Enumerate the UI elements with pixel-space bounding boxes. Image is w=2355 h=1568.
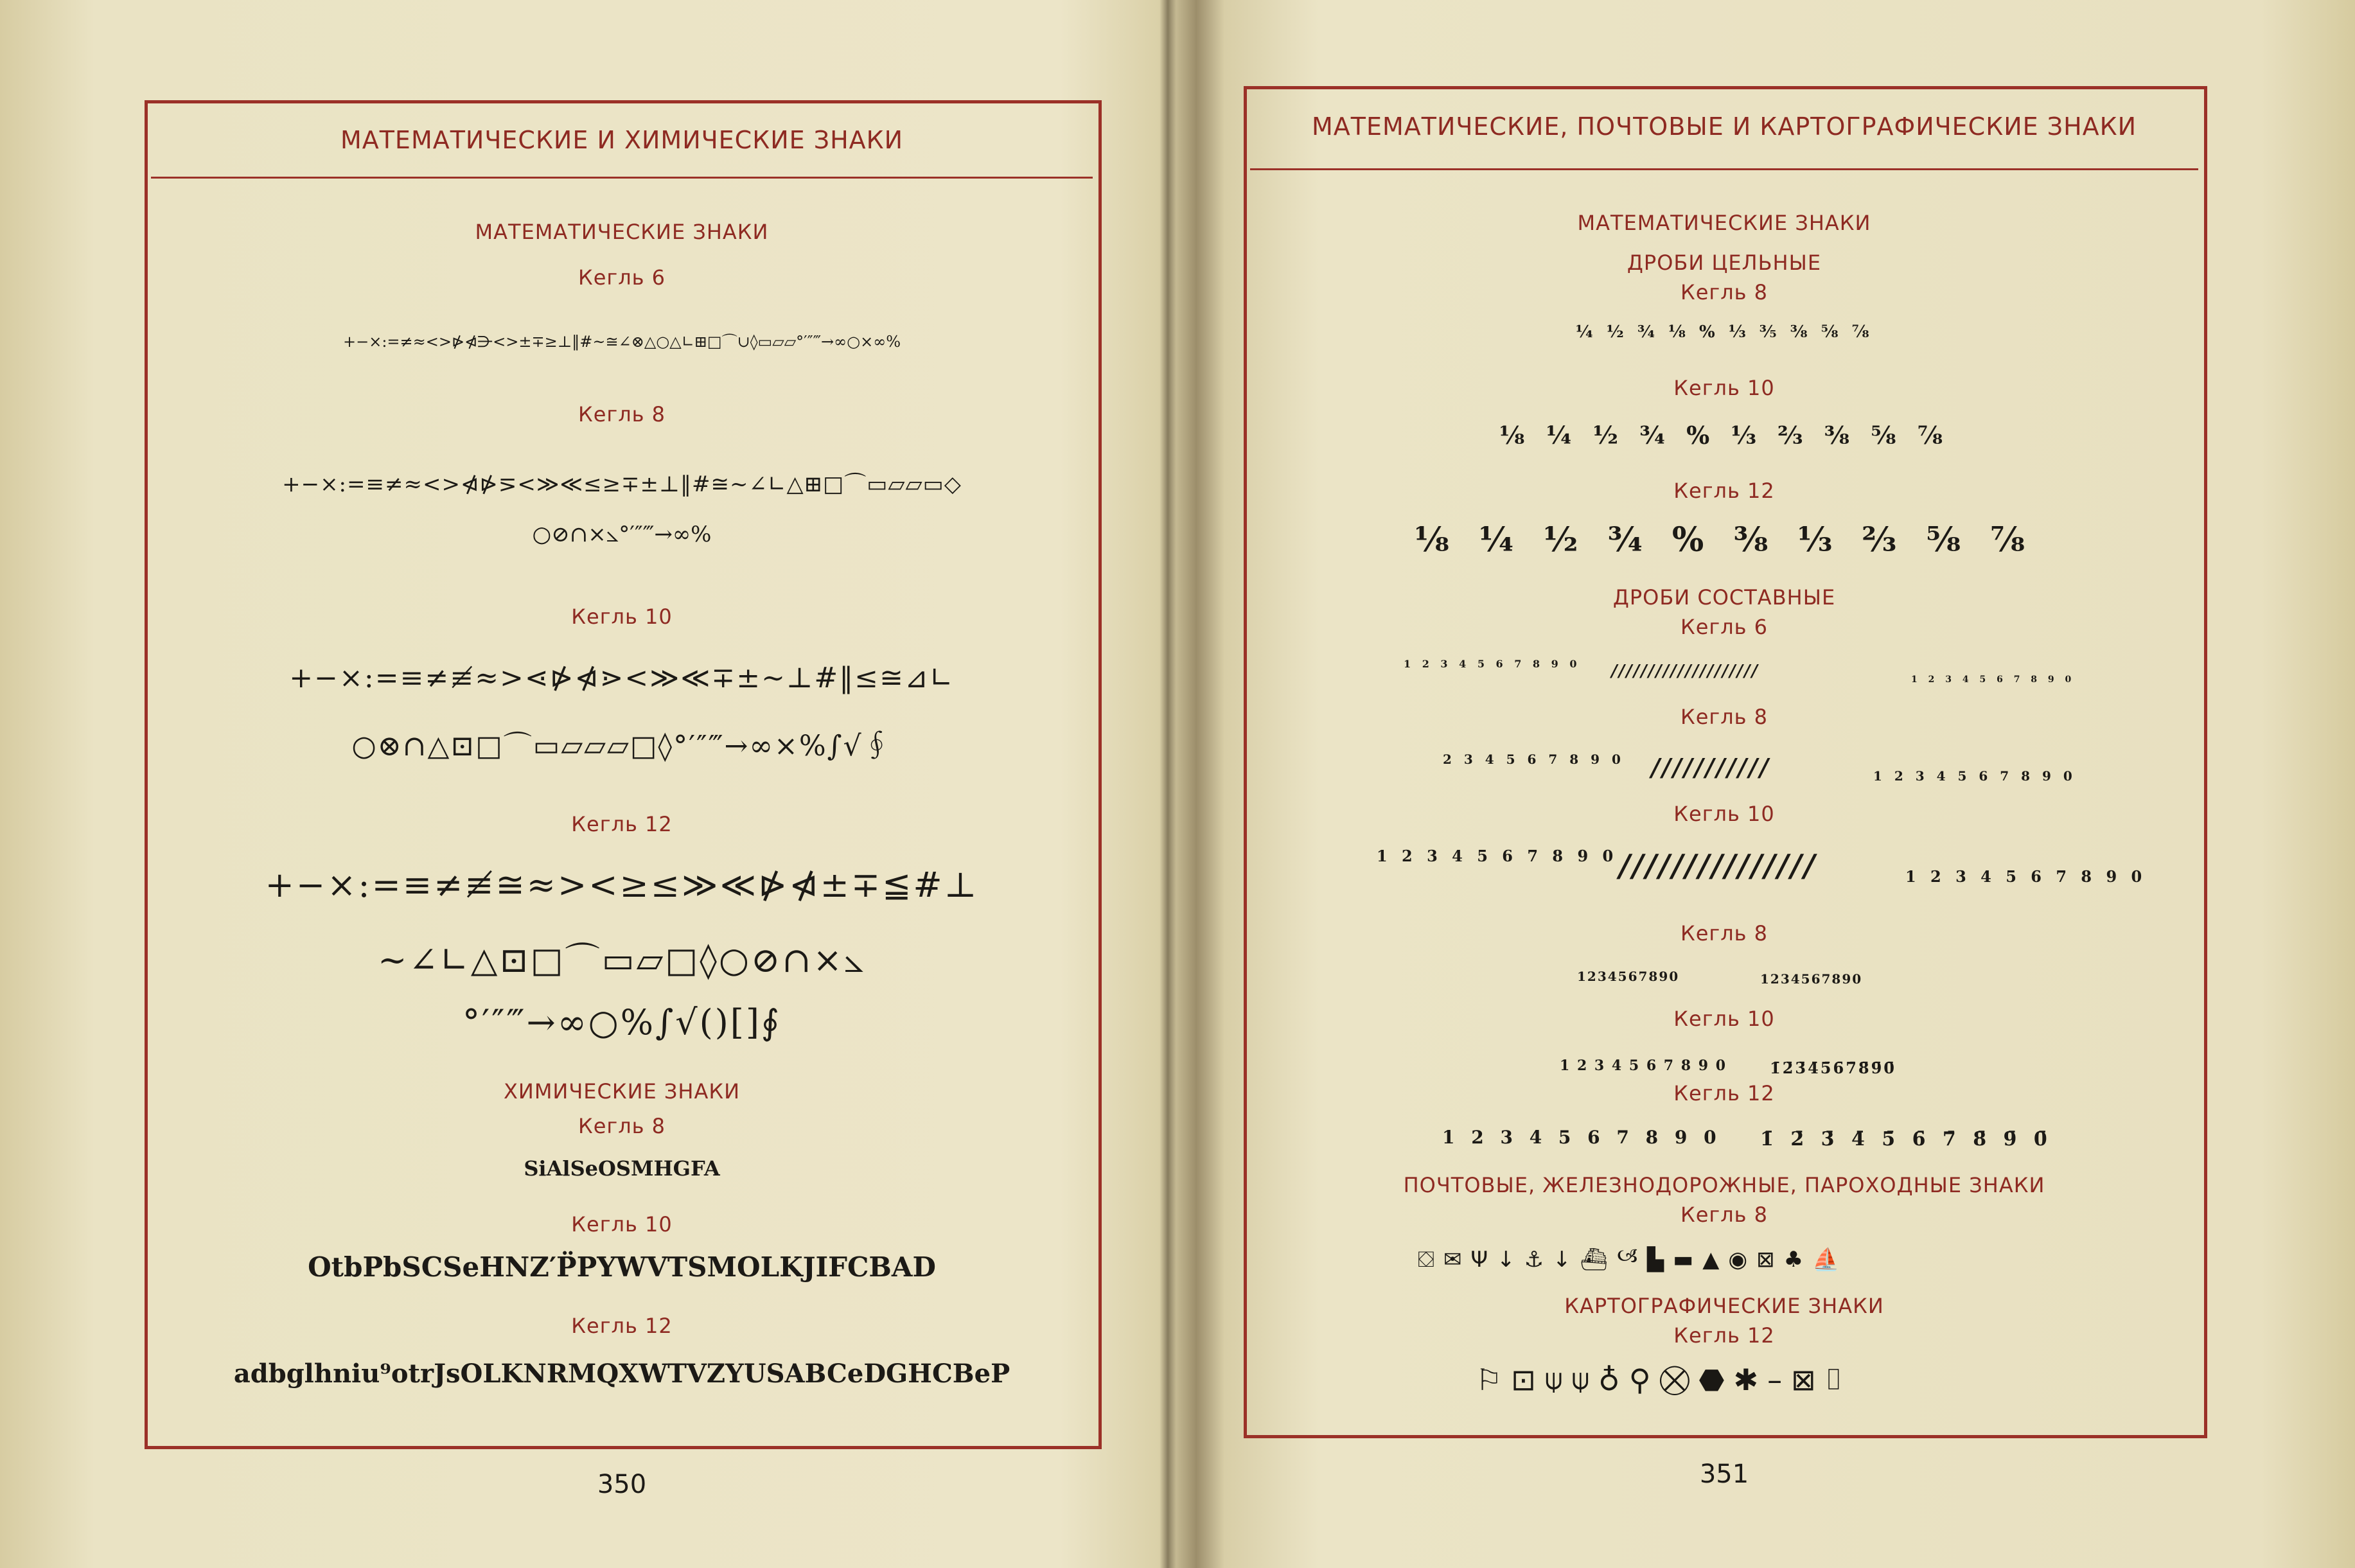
split-size-8-lower: 1234567890	[1760, 971, 1863, 987]
math-signs-size-12-line1: +−×:=≡≠≢≅≈><≥≤≫≪⋫⋪±∓≦#⊥	[265, 865, 979, 905]
split-size-10-upper: 1 2 3 4 5 6 7 8 9 0	[1560, 1057, 1727, 1074]
goblet-icon: Ψ	[1470, 1246, 1488, 1273]
math-signs-size-10-line2: ○⊗∩△⊡□⌒▭▱▱▱□◊°′″‴→∞×%∫√∮	[351, 730, 892, 762]
envelope-box-icon: ⊠	[1756, 1246, 1775, 1273]
compound-size-6-numerators: 1 2 3 4 5 6 7 8 9 0	[1404, 658, 1581, 670]
compound-size-8-slashes: ///////////	[1651, 753, 1770, 782]
whole-fractions-size-10: ⅛ ¼ ½ ¾ % ⅓ ⅔ ⅜ ⅝ ⅞	[1499, 421, 1950, 450]
post-circle-icon: ⍦	[1544, 1362, 1563, 1396]
chem-signs-size-12: adbglhniu⁹otrJsOLKNRMQXWTVZYUSABCeDGHCBeP	[233, 1359, 1010, 1389]
compound-size-8-label: Кегль 8	[1680, 705, 1768, 729]
whole-size-10-label: Кегль 10	[1673, 376, 1775, 400]
split-size-12-label: Кегль 12	[1673, 1081, 1775, 1106]
chem-signs-size-10: OtbPbSCSeHNZ′P̈PYWVTSMOLKJIFCBAD	[308, 1251, 936, 1283]
compound-size-6-denominators: 1 2 3 4 5 6 7 8 9 0	[1911, 674, 2076, 685]
math-signs-size-12-line2: ~∠∟△⊡□⌒▭▱□◊○⊘∩×⦣	[378, 940, 866, 980]
flag-circle-icon: ⚲	[1628, 1362, 1651, 1397]
compound-size-6-slashes: ////////////////////	[1611, 662, 1759, 681]
whole-size-12-label: Кегль 12	[1673, 479, 1775, 503]
post-circle-icon: ⍦	[1571, 1362, 1590, 1396]
crossed-box-icon: ⊠	[1791, 1362, 1816, 1397]
down-arrow-icon: ↓	[1553, 1246, 1571, 1273]
left-page-frame	[145, 100, 1102, 1449]
right-header-rule	[1250, 168, 2198, 170]
whole-fractions-heading: ДРОБИ ЦЕЛЬНЫЕ	[1627, 251, 1822, 275]
flag-square-icon: ⚐	[1476, 1362, 1503, 1397]
compound-fractions-heading: ДРОБИ СОСТАВНЫЕ	[1612, 585, 1836, 610]
cross-circle-icon: ♁	[1598, 1362, 1620, 1397]
left-header-rule	[151, 177, 1093, 179]
split-size-10-lower: 1̄2̄3̄4̄5̄6̄7̄8̄9̄0̄	[1770, 1059, 1896, 1077]
postal-size-8-label: Кегль 8	[1680, 1202, 1768, 1227]
math-signs-size-8-line2: ○⊘∩×⦣°′″‴→∞%	[532, 522, 712, 547]
compound-size-8-denominators: 1 2 3 4 5 6 7 8 9 0	[1873, 768, 2076, 784]
split-size-8-label: Кегль 8	[1680, 921, 1768, 946]
math-signs-size-8-line1: +−×:=≡≠≈<>⋪⋫⋝<≫≪≤≥∓±⊥‖#≅~∠∟△⊞□⌒▭▱▱▭◇	[282, 471, 962, 497]
mail-stand-icon: ⛋	[1418, 1246, 1434, 1273]
anchor-arrow-icon: ↓	[1497, 1246, 1515, 1273]
chem-signs-size-8: SiAlSeOSMHGFA	[524, 1156, 720, 1181]
filled-blob-icon: ⬣	[1698, 1362, 1725, 1397]
flag-box-icon: ⊡	[1511, 1362, 1536, 1397]
math-signs-size-10-line1: +−×:=≡≠≢≈>⋖⋫⋪⋗<≫≪∓±~⊥#‖≤≅⊿∟	[289, 662, 955, 694]
whole-size-8-label: Кегль 8	[1680, 280, 1768, 304]
locomotive-icon: ▙	[1646, 1246, 1664, 1273]
compound-size-6-label: Кегль 6	[1680, 615, 1768, 639]
compound-size-10-numerators: 1 2 3 4 5 6 7 8 9 0	[1377, 847, 1618, 865]
postal-signs-heading: ПОЧТОВЫЕ, ЖЕЛЕЗНОДОРОЖНЫЕ, ПАРОХОДНЫЕ ЗНАКИ	[1403, 1173, 2045, 1197]
left-page-number: 350	[597, 1470, 647, 1499]
chem-size-10-label: Кегль 10	[571, 1212, 673, 1237]
book-gutter	[1160, 0, 1176, 1568]
math-signs-size-6: +−×:=≠≈<>⋫⋪⋺<>±∓≥⊥‖#~≅∠⊗△○△∟⊞□⌒∪◊▭▱▱°′″‴→∞○×∞%	[343, 333, 901, 351]
size-12-label: Кегль 12	[571, 812, 673, 836]
size-8-label: Кегль 8	[578, 402, 666, 427]
left-page-header: МАТЕМАТИЧЕСКИЕ И ХИМИЧЕСКИЕ ЗНАКИ	[340, 126, 904, 154]
horn-icon: 🙢	[1616, 1244, 1638, 1269]
split-size-12-upper: 1 2 3 4 5 6 7 8 9 0	[1442, 1127, 1722, 1148]
split-size-10-label: Кегль 10	[1673, 1007, 1775, 1031]
math-signs-heading: МАТЕМАТИЧЕСКИЕ ЗНАКИ	[475, 220, 769, 244]
envelope-icon: ✉	[1443, 1246, 1462, 1273]
chemical-signs-heading: ХИМИЧЕСКИЕ ЗНАКИ	[503, 1079, 741, 1104]
ship-icon: ⛵	[1812, 1246, 1840, 1273]
bell-icon: ▲	[1702, 1246, 1720, 1273]
chem-size-12-label: Кегль 12	[571, 1314, 673, 1338]
asterisk-icon: ✱	[1733, 1362, 1759, 1397]
right-math-heading: МАТЕМАТИЧЕСКИЕ ЗНАКИ	[1577, 211, 1871, 235]
anchor-icon: ⚓	[1524, 1246, 1544, 1273]
whole-fractions-size-12: ⅛ ¼ ½ ¾ % ⅜ ⅓ ⅔ ⅝ ⅞	[1414, 520, 2034, 559]
cartographic-signs-row	[1471, 1362, 1847, 1398]
chem-size-8-label: Кегль 8	[578, 1114, 666, 1138]
postal-signs-row	[1413, 1241, 1844, 1278]
size-6-label: Кегль 6	[578, 265, 666, 290]
whole-fractions-size-8: ¼ ½ ¾ ⅛ % ⅓ ⅗ ⅜ ⅝ ⅞	[1575, 322, 1873, 342]
bracket-box-icon: ⌷	[1824, 1362, 1843, 1396]
right-page-header: МАТЕМАТИЧЕСКИЕ, ПОЧТОВЫЕ И КАРТОГРАФИЧЕСКИЕ ЗНАКИ	[1311, 112, 2137, 141]
wheel-icon: ◉	[1728, 1246, 1748, 1273]
dash-icon: –	[1767, 1362, 1783, 1397]
size-10-label: Кегль 10	[571, 604, 673, 629]
compound-size-10-label: Кегль 10	[1673, 802, 1775, 826]
math-signs-size-12-line3: °′″‴→∞○%∫√()[]∮	[462, 1002, 782, 1043]
steamship-icon: ⛴	[1580, 1246, 1608, 1273]
compound-size-10-slashes: ///////////////	[1619, 848, 1817, 884]
right-page-number: 351	[1699, 1459, 1749, 1489]
pine-icon: ♣	[1783, 1246, 1804, 1273]
split-size-12-lower: 1̄ 2̄ 3̄ 4̄ 5̄ 6̄ 7̄ 8̄ 9̄ 0̄	[1760, 1128, 2052, 1150]
compound-size-10-denominators: 1 2 3 4 5 6 7 8 9 0	[1905, 867, 2147, 886]
compound-size-8-numerators: 2 3 4 5 6 7 8 9 0	[1443, 752, 1625, 767]
split-size-8-upper: 1234567890	[1577, 969, 1680, 984]
carto-size-12-label: Кегль 12	[1673, 1323, 1775, 1348]
bell-circle-icon: ⛒	[1659, 1362, 1690, 1396]
train-car-icon: ▬	[1673, 1246, 1694, 1273]
cartographic-signs-heading: КАРТОГРАФИЧЕСКИЕ ЗНАКИ	[1564, 1294, 1884, 1318]
